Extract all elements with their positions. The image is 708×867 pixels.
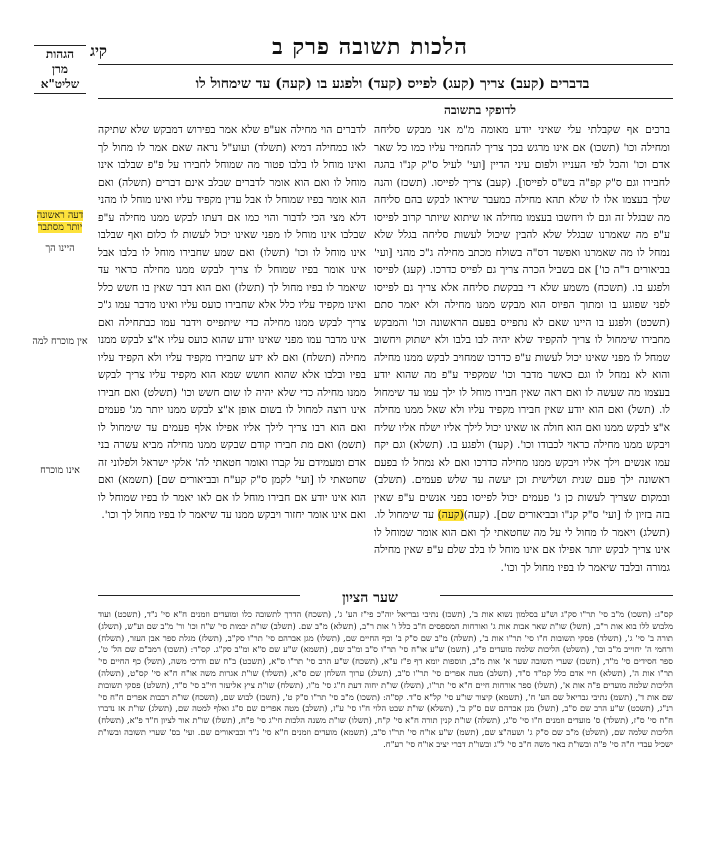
footer-notes xyxy=(98,609,673,857)
header-rule xyxy=(98,64,673,65)
subtitle-rule xyxy=(98,98,673,99)
highlighted-reference: (קעה) xyxy=(437,509,464,521)
page-title: הלכות תשובה פרק ב xyxy=(272,34,468,60)
margin-title-line-1: הגהות xyxy=(45,47,75,61)
margin-title xyxy=(30,44,90,95)
margin-title-top-rule xyxy=(34,45,86,46)
right-column-text-continued: עד שימחול לו. (תשלג) ויאמר לו מחול לי על מה שחטאתי לך ואם הוא אומר שמוחל לו אינו צריך לבקש יותר אפילו אם אינו מוחל לו בלב שלם ע"פ שאין מחילה גמורה ובלבד שיאמר לו בפיו מחול לך וכו'. xyxy=(374,509,670,574)
margin-note-1 xyxy=(30,210,90,234)
margin-note-4: אינו מוכרח xyxy=(40,465,80,476)
margin-note-1-text: דעה ראשונה יותר מסתבר xyxy=(36,210,84,233)
column-heading: לדופקי בתשובה xyxy=(443,103,517,117)
footer-notes-text: קס"ג: (תשכו) מ"ב סי' תר"ו סק"ג וש"ע בסלמון נשוא אות ב', (תשכז) נתיבי גבריאל יוה"כ פי"ז הע' ג', (תשכח) הדרך לתשובה כלו ומועדים וזמנים ח"א סי' נ"ד, (תשכט) ועוד מלבוש ללו בוא אות ר"ב, (תשל) שו"ת שאר אבות אות ג' ואורחות המספסים ח"ב כלל ו' אות ר"ב, (תשלא) מ"ב שם. (תשלב) שו"ת יבמות סי' ש"ח וכו' ור' מ"ב שם וע"ש, (תשלג) תורה ב' סי' ג', (תשלד) פסקי תשובות ח"ו סי' תר"ו אות ב', (תשלה) מ"ב שם ס"ק ב' וכף החיים שם, (תשלו) מגן אברהם סי' תר"ו סק"ב, (תשלז) מגלת ספר אבן העזר, (תשלח) ורחמי ה' יחוייב מ"ב וכו', (תשלט) הליכות שלמה מועדים פ"ג, (תשמ) ש"ע או"ח סי' תר"ו ס"ב ומ"ב שם, (תשמא) ש"ע שם ס"א ומ"ב סק"ג. קס"ד: (תשכו) רמב"ם שם הל' ט', ספר חסידים סי' מ"ד, (תשכז) שערי תשובה שער א' אות מ"ב, תוספות יומא דף פ"ז ע"א, (תשכח) ש"ע הרב סי' תר"ו ס"א, (תשכט) ב"ח שם ודרכי משה, (תשל) כף החיים סי' תר"ו אות ה', (תשלא) חיי אדם כלל קמ"ד ס"ד, (תשלב) מטה אפרים סי' תר"ו ס"ב, (תשלג) ערוך השלחן שם ס"א, (תשלד) שו"ת אגרות משה או"ח ח"א סי' קס"ט, (תשלה) הליכות שלמה מועדים פ"ה אות א', (תשלו) ספר אורחות חיים ח"א סי' תר"ו, (תשלז) שו"ת יחוה דעת ח"ג סי' מ"ו, (תשלח) שו"ת ציץ אליעזר חי"ב סי' ס"ד, (תשלט) פסקי תשובות שם אות ד', (תשמ) נתיבי גבריאל שם הע' ח', (תשמא) קיצור שו"ע סי' קל"א ס"ד. קס"ה: (תשכו) מ"ב סי' תר"ו ס"ק ט', (תשכז) לבוש שם, (תשכח) שו"ת רבבות אפרים ח"ח סי' רנ"ג, (תשכט) ש"ע הרב שם ס"ב, (תשל) מגן אברהם שם ס"ק ב', (תשלא) שו"ת שבט הלוי ח"ו סי' ע"ז, (תשלב) מטה אפרים שם ס"ג ואלף למטה שם, (תשלג) שו"ת אז נדברו ח"ח סי' ס"ז, (תשלד) ס' מועדים וזמנים ח"ו סי' ס"ג, (תשלה) שו"ת קנין תורה ח"א סי' ק"ח, (תשלו) שו"ת משנה הלכות חי"ג סי' פ"ח, (תשלז) שו"ת אור לציון ח"ד פ"א, (תשלח) הליכות שלמה שם, (תשלט) מ"ב שם ס"ק ג' ושעה"צ שם, (תשמ) ש"ע או"ח סי' תר"ו ס"ב, (תשמא) מועדים וזמנים ח"א סי' נ"ד ובביאורים שם. ועי' בס' שערי תשובה ובשו"ת ישכיל עבדי ח"ה סי' פ"ה ובשו"ת באר משה ח"ב סי' ל"ג ובשו"ת דברי יציב או"ח סי' רע"ח. xyxy=(98,609,673,749)
main-text-left-column xyxy=(98,122,366,590)
margin-note-2: היינו הך xyxy=(45,243,75,254)
right-column-text: ברכים אף שקבלתי עלי שאיני יודע מאומה מ"מ אני מבקש סליחה ומחילה וכו' (תשכו) אם אינו מרגש בכך צריך להחמיר עליו כמו כל שאר אדם וכו' והכל לפי הענייו ולפום עיני הדיין [ועי' לעיל ס"ק קנ"ו בהגה לחבירו וגם ס"ק קפ"ה בש"ס לפייסו]. (קעב) צריך לפייסו. (תשכז) והנה שלך בעצמו אלו לו שלא תהא מחילה כמעבר שיראו לבקש בהם סליחה מה שבגלל זה וגם לו ויחשבו בעצמו מחילה או שיתוא שיותר קרוב לפייסו ע"פ מה שאמרנו שבגלל שלא להבין שיכול לעשות סליחה בגלל שלא נמחל לו מה שאמרנו ואפשר דס"ה בשולח מכתב מחילה ג"כ מהני [ועי' בביאורים ד"ה כו'] אם בשביל הכרה צריך גם לפייס כדרכו. (קעג) לפייסו ולפגע בו. (תשכח) משמע שלא די בבקשת סליחה אלא צריך גם לפייסו לפני שפוגע בו ומתוך הפיוס הוא מבקש ממנו מחילה ולא יאמר סתם (תשכט) ולפגע בו היינו שאם לא נתפייס בפעם הראשונה וכו' והמבקש מחבירו שימחול לו צריך להקפיד שלא יהיה לבו בלבו ולא ישתוק ויחשוב שמחל לו מפני שאינו יכול לעשות ע"פ כדרכו שמחויב לבקש ממנו מחילה והוא לא נמחל לו וגם כאשר מדבר וכו' שמקפיד ע"פ מה שהוא יודע בעצמו מה שעשה לו ואם ראה שאין חבירו מוחל לו ילך עמו עד שימחול לו. (תשל) ואם הוא יודע שאין חבירו מקפיד עליו ולא שאל ממנו מחילה א"צ לבקש ממנו ואם הוא חולה או שאינו יכול לילך אליו ישלח אליו שליח ויבקש ממנו מחילה כראוי לכבודו וכו'. (קעד) ולפגע בו. (תשלא) וגם יקח עמו אנשים וילך אליו ויבקש ממנו מחילה כדרכו ואם לא נמחל לו בפעם ראשונה ילך פעם שנית ושלישית וכן יעשה עד שלש פעמים. (תשלב) ובמקום שצריך לעשות כן ג' פעמים יכול לפייסו בפני אנשים ע"פ שאין בזה בזיון לו [ועי' ס"ק קנ"ו ובביאורים שם]. (קעה) xyxy=(374,124,670,521)
main-text-right-column xyxy=(374,122,670,590)
margin-title-line-2: מרן xyxy=(51,62,69,76)
margin-note-3: אין מוכרח למה xyxy=(32,336,88,347)
margin-title-line-3: שליט"א xyxy=(40,77,80,91)
left-column-text: לדברים הוי מחילה אע"פ שלא אמר בפירוש דמבקש שלא שתיקה לאו כמחילה דמיא (תשלד) ועוע"ל נראה שאם אמר לו מחול לך ואינו מוחל לו בלבו פטור מה שמוחל לחבירו על פ"פ שבלבו אינו מוחל לו ואם הוא אומר לדברים שבלב אינם דברים (תשלה) ואם הוא אומר בפיו שמוחל לו אבל עדין מקפיד עליו ואינו מוחל לו מהני דלא מצי הכי לדבור והוי כמו אם דעתו לבקש ממנו מחילה ע"פ שבלבו אינו מוחל לו מפני שאינו יכול לעשות לו כלום ואף שבלבו אינו מוחל לו וכו' (תשלו) ואם שמע שחבירו מוחל לו בלבו אבל אינו אומר בפיו שמוחל לו צריך לבקש ממנו מחילה כראוי עד שיאמר לו בפיו מחול לך (תשלז) ואם הוא דבר שאין בו חשש כלל ואינו מקפיד עליו כלל אלא שחבירו כועס עליו ואינו מדבר עמו ג"כ צריך לבקש ממנו מחילה כדי שיתפייס וידבר עמו כבתחילה ואם אינו מדבר עמו מפני שאינו יודע שהוא כועס עליו א"צ לבקש ממנו מחילה (תשלח) ואם לא ידע שחבירו מקפיד עליו ולא הקפיד עליו בפיו ובלבו אלא שהוא חושש שמא הוא מקפיד עליו צריך לבקש ממנו מחילה כדי שלא יהיה לו שום חשש וכו' (תשלט) ואם חבירו אינו רוצה למחול לו בשום אופן א"צ לבקש ממנו יותר מג' פעמים ואם הוא רבו צריך לילך אליו אפילו אלף פעמים עד שימחול לו (תשמ) ואם מת חבירו קודם שבקש ממנו מחילה מביא עשרה בני אדם ומעמידם על קברו ואומר חטאתי לה' אלקי ישראל ולפלוני זה שחטאתי לו [ועי' לקמן ס"ק קע"ח ובביאורים שם] (תשמא) ואם הוא אינו יודע אם חבירו מוחל לו אם לאו יאמר לו בפיו שמוחל לו ואם אינו אומר יחזור ויבקש ממנו עד שיאמר לו בפיו מחול לך וכו'. xyxy=(98,124,366,521)
page-number: קיג xyxy=(90,42,107,60)
margin-title-bottom-rule xyxy=(34,93,86,94)
section-subtitle: בדברים (קעב) צריך (קעג) לפייס (קעד) ולפגע בו (קעה) עד שימחול לו xyxy=(195,76,590,92)
footer-heading: שער הציון xyxy=(300,590,440,607)
